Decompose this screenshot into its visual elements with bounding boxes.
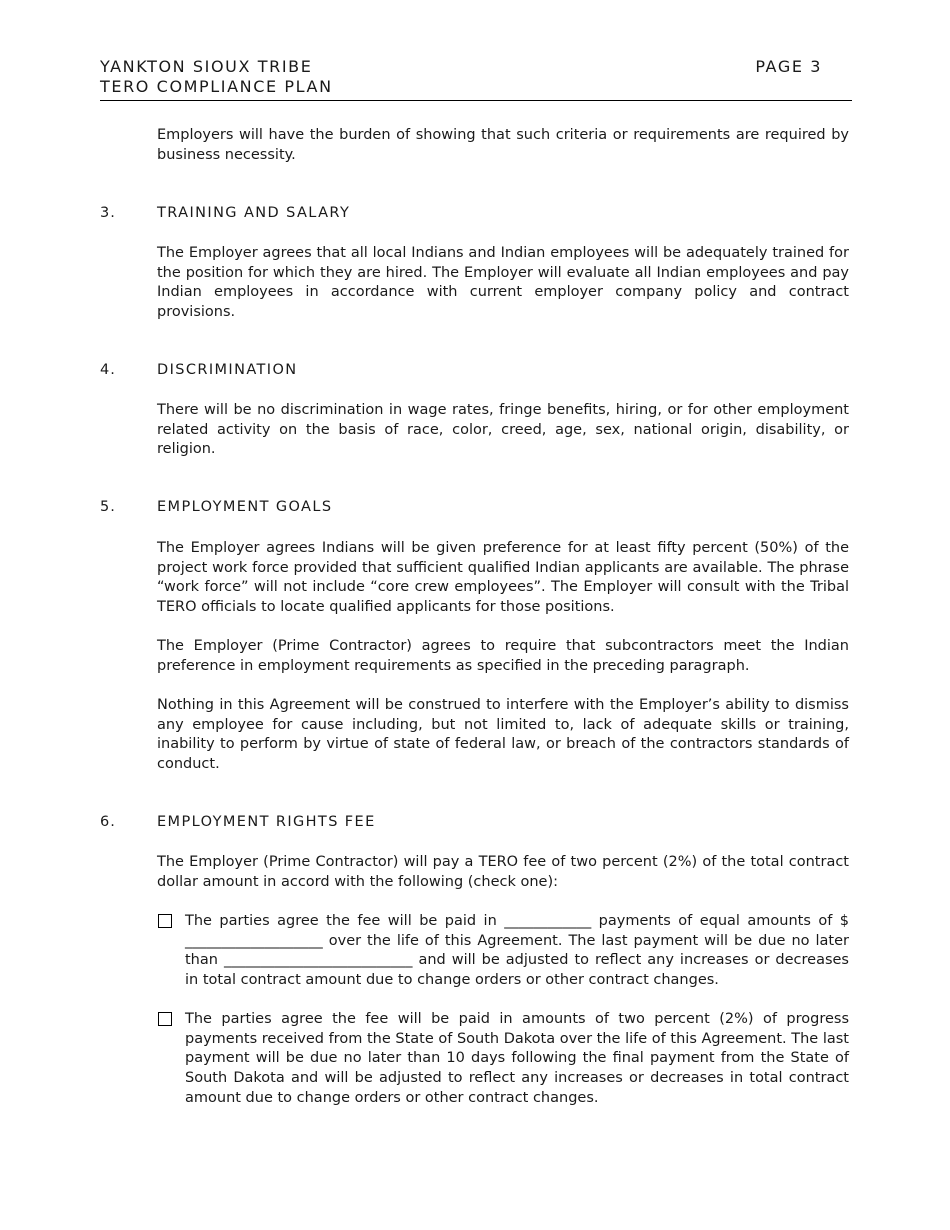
section-5-number: 5. [100,499,116,515]
section-4-title: DISCRIMINATION [157,362,298,378]
plan-title: TERO COMPLIANCE PLAN [100,77,333,96]
section-6-number: 6. [100,814,116,830]
section-3-number: 3. [100,205,116,221]
tribe-name: YANKTON SIOUX TRIBE [100,57,313,76]
section-4-paragraph: There will be no discrimination in wage rates, fringe benefits, hiring, or for other employment related activity on the basis of race, color, creed, age, sex, national origin, disability, or religion. [157,402,849,458]
section-5-paragraph-3: Nothing in this Agreement will be construed to interfere with the Employer’s ability to dismiss any employee for cause including, but not limited to, lack of adequate skills or training, inability to perform by virtue of state of federal law, or breach of the contractors standards of conduct. [157,697,849,773]
page-number: PAGE 3 [755,57,822,76]
section-5-title: EMPLOYMENT GOALS [157,499,333,515]
section-4-number: 4. [100,362,116,378]
section-5-paragraph-2: The Employer (Prime Contractor) agrees to require that subcontractors meet the Indian preference in employment requirements as specified in the preceding paragraph. [157,638,849,674]
fee-option-progress-text: The parties agree the fee will be paid in amounts of two percent (2%) of progress payments received from the State of South Dakota over the life of this Agreement. The last payment will be due no later than 10 days following the final payment from the State of South Dakota and will be adjusted to reflect any increases or decreases in total contract amount due to change orders or other contract changes. [185,1011,849,1106]
fee-option-progress-checkbox[interactable] [158,1012,172,1026]
fee-option-installments-text: The parties agree the fee will be paid in ____________ payments of equal amounts of $ ___________________ over the life of this Agreement. The last payment will be due no later than __________________________ and will be adjusted to reflect any increases or decreases in total contract amount due to change orders or other contract changes. [185,913,849,989]
page-header [100,57,852,101]
intro-paragraph: Employers will have the burden of showing that such criteria or requirements are required by business necessity. [157,127,849,163]
fee-option-installments-checkbox[interactable] [158,914,172,928]
section-3-title: TRAINING AND SALARY [157,205,351,221]
section-6-paragraph: The Employer (Prime Contractor) will pay a TERO fee of two percent (2%) of the total contract dollar amount in accord with the following (check one): [157,854,849,890]
section-3-paragraph: The Employer agrees that all local Indians and Indian employees will be adequately trained for the position for which they are hired. The Employer will evaluate all Indian employees and pay Indian employees in accordance with current employer company policy and contract provisions. [157,245,849,321]
section-6-title: EMPLOYMENT RIGHTS FEE [157,814,376,830]
section-5-paragraph-1: The Employer agrees Indians will be given preference for at least fifty percent (50%) of the project work force provided that sufficient qualified Indian applicants are available. The phrase “work force” will not include “core crew employees”. The Employer will consult with the Tribal TERO officials to locate qualified applicants for those positions. [157,540,849,616]
